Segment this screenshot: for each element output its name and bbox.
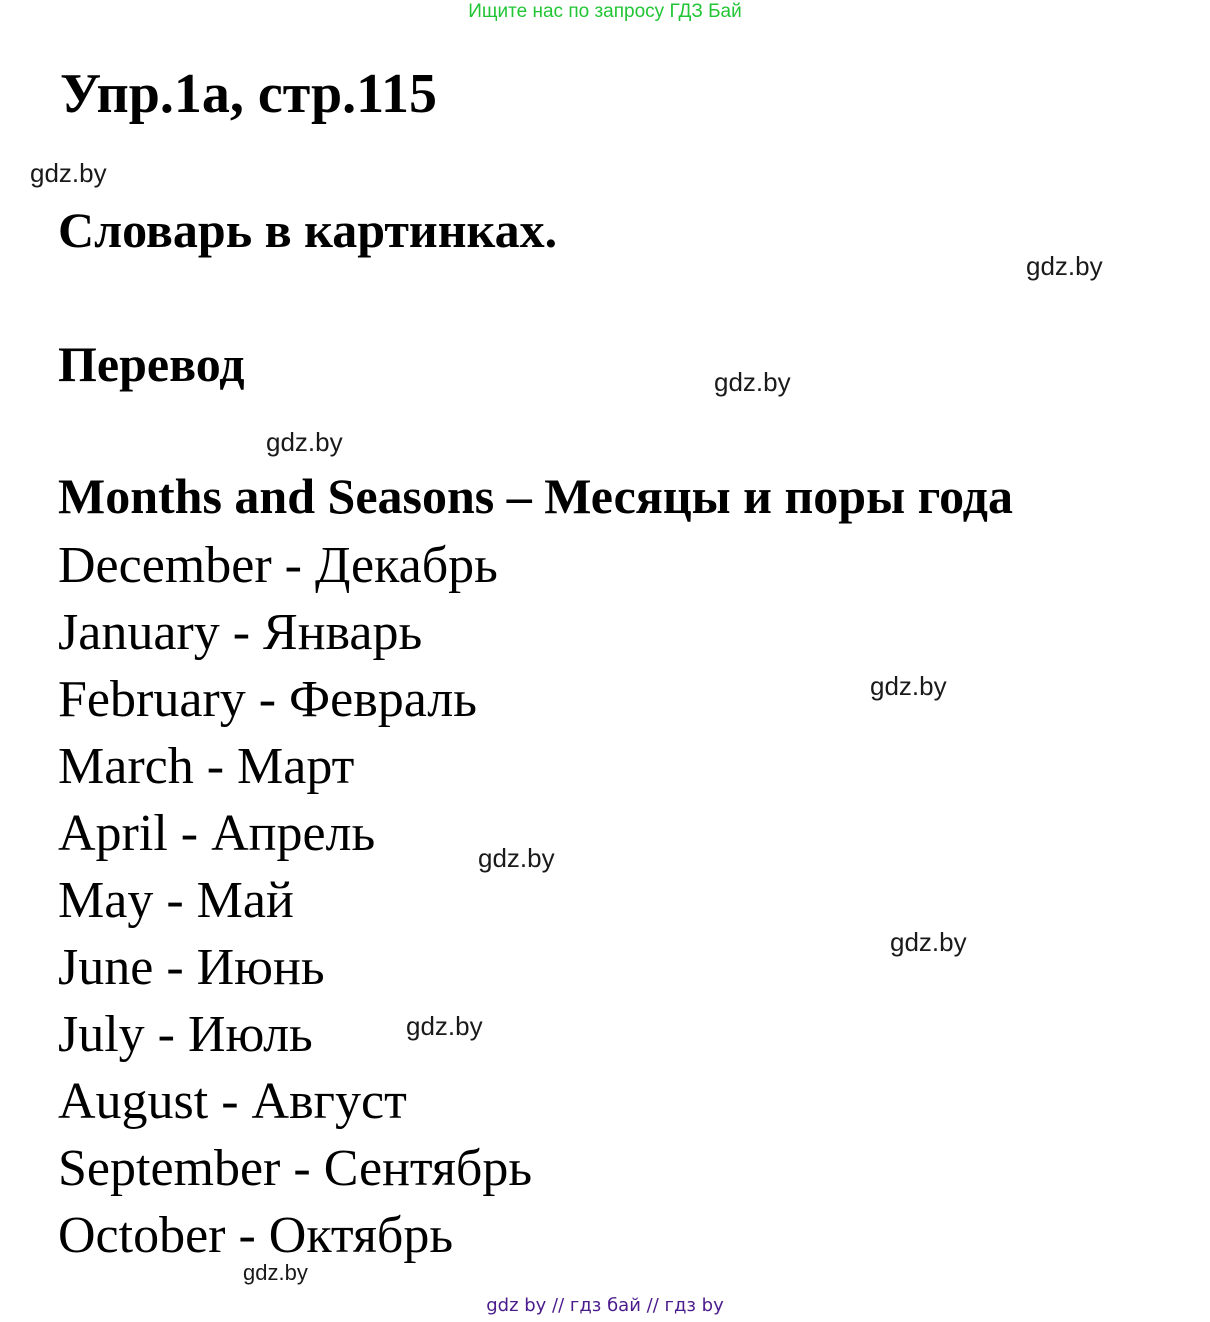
watermark: gdz.by bbox=[478, 843, 555, 873]
vocab-row-march: March - Март bbox=[58, 738, 355, 795]
section-title: Словарь в картинках. bbox=[58, 202, 558, 258]
vocab-row-may: May - Май bbox=[58, 872, 294, 929]
vocab-row-august: August - Август bbox=[58, 1073, 407, 1130]
watermark: gdz.by bbox=[406, 1011, 483, 1041]
topic-heading: Months and Seasons – Месяцы и поры года bbox=[58, 468, 1013, 524]
vocab-row-february: February - Февраль bbox=[58, 671, 477, 728]
watermark: gdz.by bbox=[890, 927, 967, 957]
vocab-row-september: September - Сентябрь bbox=[58, 1140, 533, 1197]
vocab-row-april: April - Апрель bbox=[58, 805, 376, 862]
vocab-row-july: July - Июль bbox=[58, 1006, 313, 1063]
watermark: gdz.by bbox=[30, 158, 107, 188]
vocab-row-october: October - Октябрь bbox=[58, 1207, 454, 1264]
exercise-title: Упр.1а, стр.115 bbox=[60, 63, 438, 125]
vocab-row-june: June - Июнь bbox=[58, 939, 325, 996]
watermark: gdz.by bbox=[266, 427, 343, 457]
vocab-row-january: January - Январь bbox=[58, 604, 423, 661]
bottom-banner-links[interactable]: gdz by // гдз бай // гдз by bbox=[486, 1295, 724, 1316]
watermark: gdz.by bbox=[714, 367, 791, 397]
top-banner-link[interactable]: Ищите нас по запросу ГДЗ Бай bbox=[468, 1, 742, 22]
watermark: gdz.by bbox=[1026, 251, 1103, 281]
watermark: gdz.by bbox=[243, 1260, 308, 1285]
vocab-row-december: December - Декабрь bbox=[58, 537, 498, 594]
translation-heading: Перевод bbox=[58, 336, 245, 392]
watermark: gdz.by bbox=[870, 671, 947, 701]
